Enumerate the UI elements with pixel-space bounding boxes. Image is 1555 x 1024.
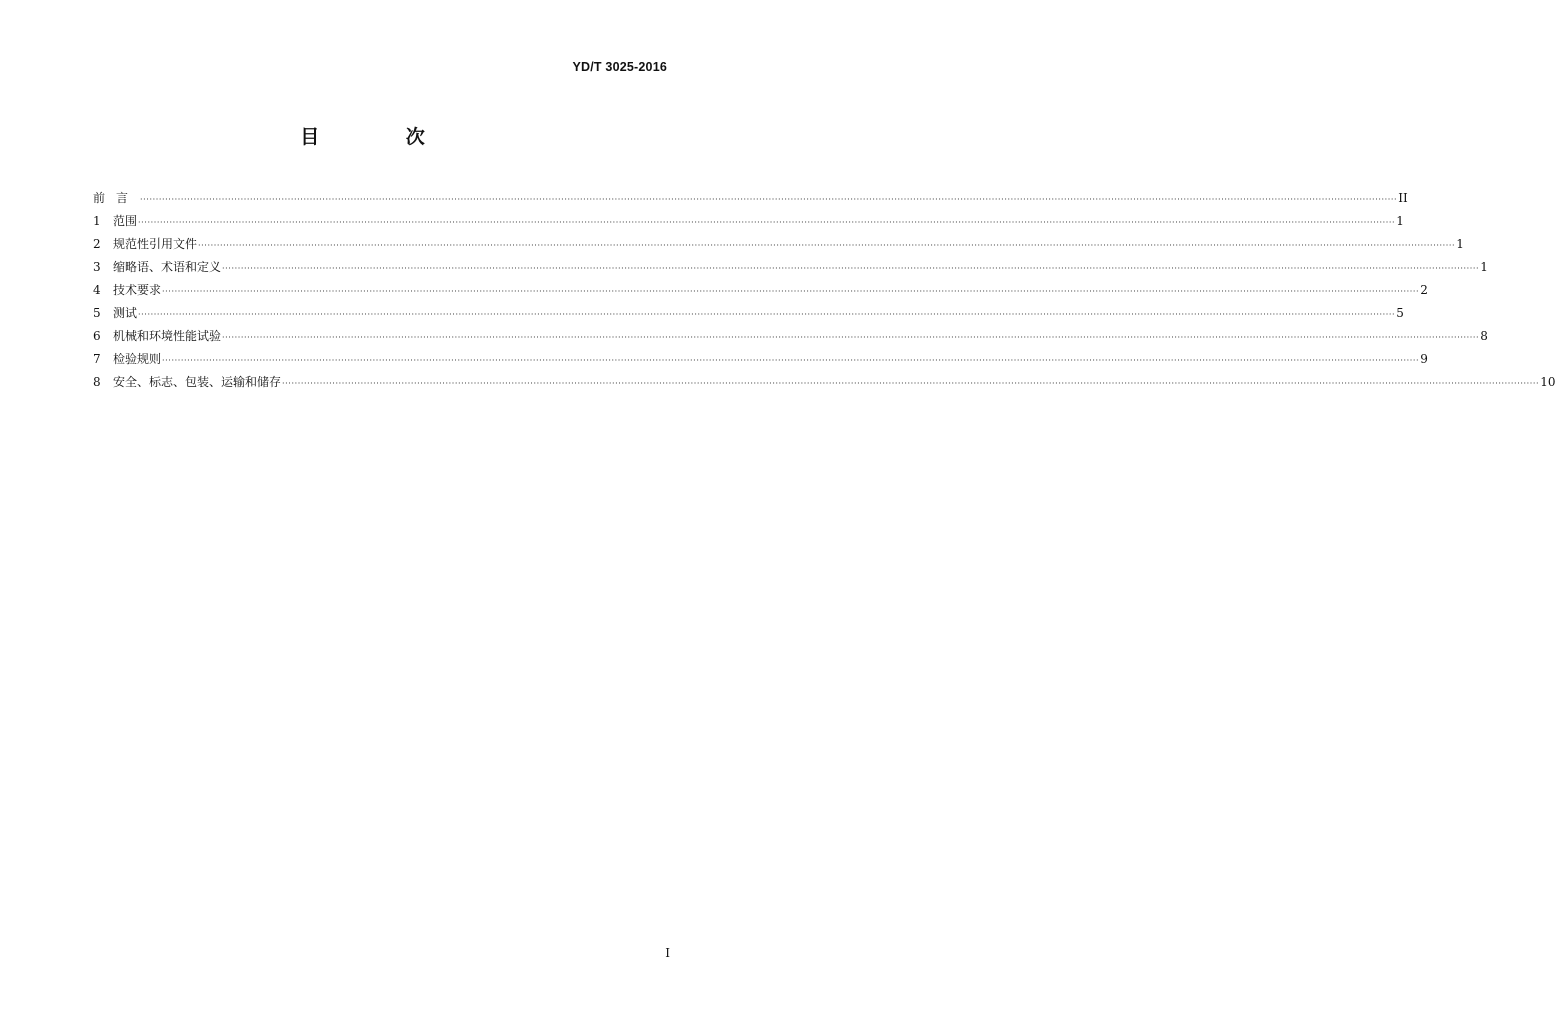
toc-entry-label: 测试	[113, 306, 138, 320]
toc-entry-label: 技术要求	[113, 283, 162, 297]
toc-title: 目 次	[300, 126, 465, 148]
toc-entry-number: 5	[93, 306, 101, 320]
toc-leader-dots: ················································································································································································································································································································································································································	[222, 333, 1480, 342]
toc-entry-inspection-rules[interactable]	[93, 348, 1428, 371]
toc-entry-page: II	[1398, 191, 1408, 205]
toc-entry-label: 范围	[113, 214, 138, 228]
toc-entry-number: 4	[93, 283, 101, 297]
toc-entry-safety-marking-packaging[interactable]	[93, 371, 1555, 394]
toc-entry-page: 8	[1480, 329, 1488, 343]
toc-leader-dots: ················································································································································································································································································································································································································	[140, 195, 1398, 204]
toc-entry-number: 8	[93, 375, 101, 389]
toc-leader-dots: ················································································································································································································································································································································································································	[222, 264, 1480, 273]
toc-entry-scope[interactable]	[93, 210, 1404, 233]
toc-entry-abbreviations-terms[interactable]	[93, 256, 1488, 279]
toc-leader-dots: ················································································································································································································································································································································································································	[282, 379, 1540, 388]
toc-entry-testing[interactable]	[93, 302, 1404, 325]
toc-entry-label: 缩略语、术语和定义	[113, 260, 222, 274]
toc-entry-label: 前言	[93, 191, 140, 205]
toc-entry-page: 5	[1396, 306, 1404, 320]
toc-entry-mechanical-environmental-tests[interactable]	[93, 325, 1488, 348]
toc-entry-label: 检验规则	[113, 352, 162, 366]
toc-leader-dots: ················································································································································································································································································································································································································	[138, 310, 1396, 319]
toc-entry-page: 1	[1396, 214, 1404, 228]
toc-entry-normative-references[interactable]	[93, 233, 1464, 256]
toc-leader-dots: ················································································································································································································································································································································································································	[162, 356, 1420, 365]
toc-leader-dots: ················································································································································································································································································································································································································	[162, 287, 1420, 296]
toc-entry-page: 9	[1420, 352, 1428, 366]
toc-entry-page: 10	[1540, 375, 1555, 389]
toc-entry-number: 6	[93, 329, 101, 343]
toc-entry-number: 3	[93, 260, 101, 274]
toc-entry-page: 1	[1456, 237, 1464, 251]
toc-entry-label: 安全、标志、包装、运输和储存	[113, 375, 282, 389]
toc-entry-number: 1	[93, 214, 101, 228]
standard-number: YD/T 3025-2016	[572, 60, 667, 74]
toc-entry-page: 2	[1420, 283, 1428, 297]
page-number: I	[665, 946, 670, 960]
toc-leader-dots: ················································································································································································································································································································································································································	[138, 218, 1396, 227]
toc-leader-dots: ················································································································································································································································································································································································································	[198, 241, 1456, 250]
toc-entry-number: 2	[93, 237, 101, 251]
toc-entry-number: 7	[93, 352, 101, 366]
toc-entry-label: 机械和环境性能试验	[113, 329, 222, 343]
toc-entry-label: 规范性引用文件	[113, 237, 198, 251]
toc-entry-technical-requirements[interactable]	[93, 279, 1428, 302]
toc-entry-page: 1	[1480, 260, 1488, 274]
toc-entry-foreword[interactable]	[93, 187, 1408, 210]
table-of-contents	[93, 187, 1555, 394]
